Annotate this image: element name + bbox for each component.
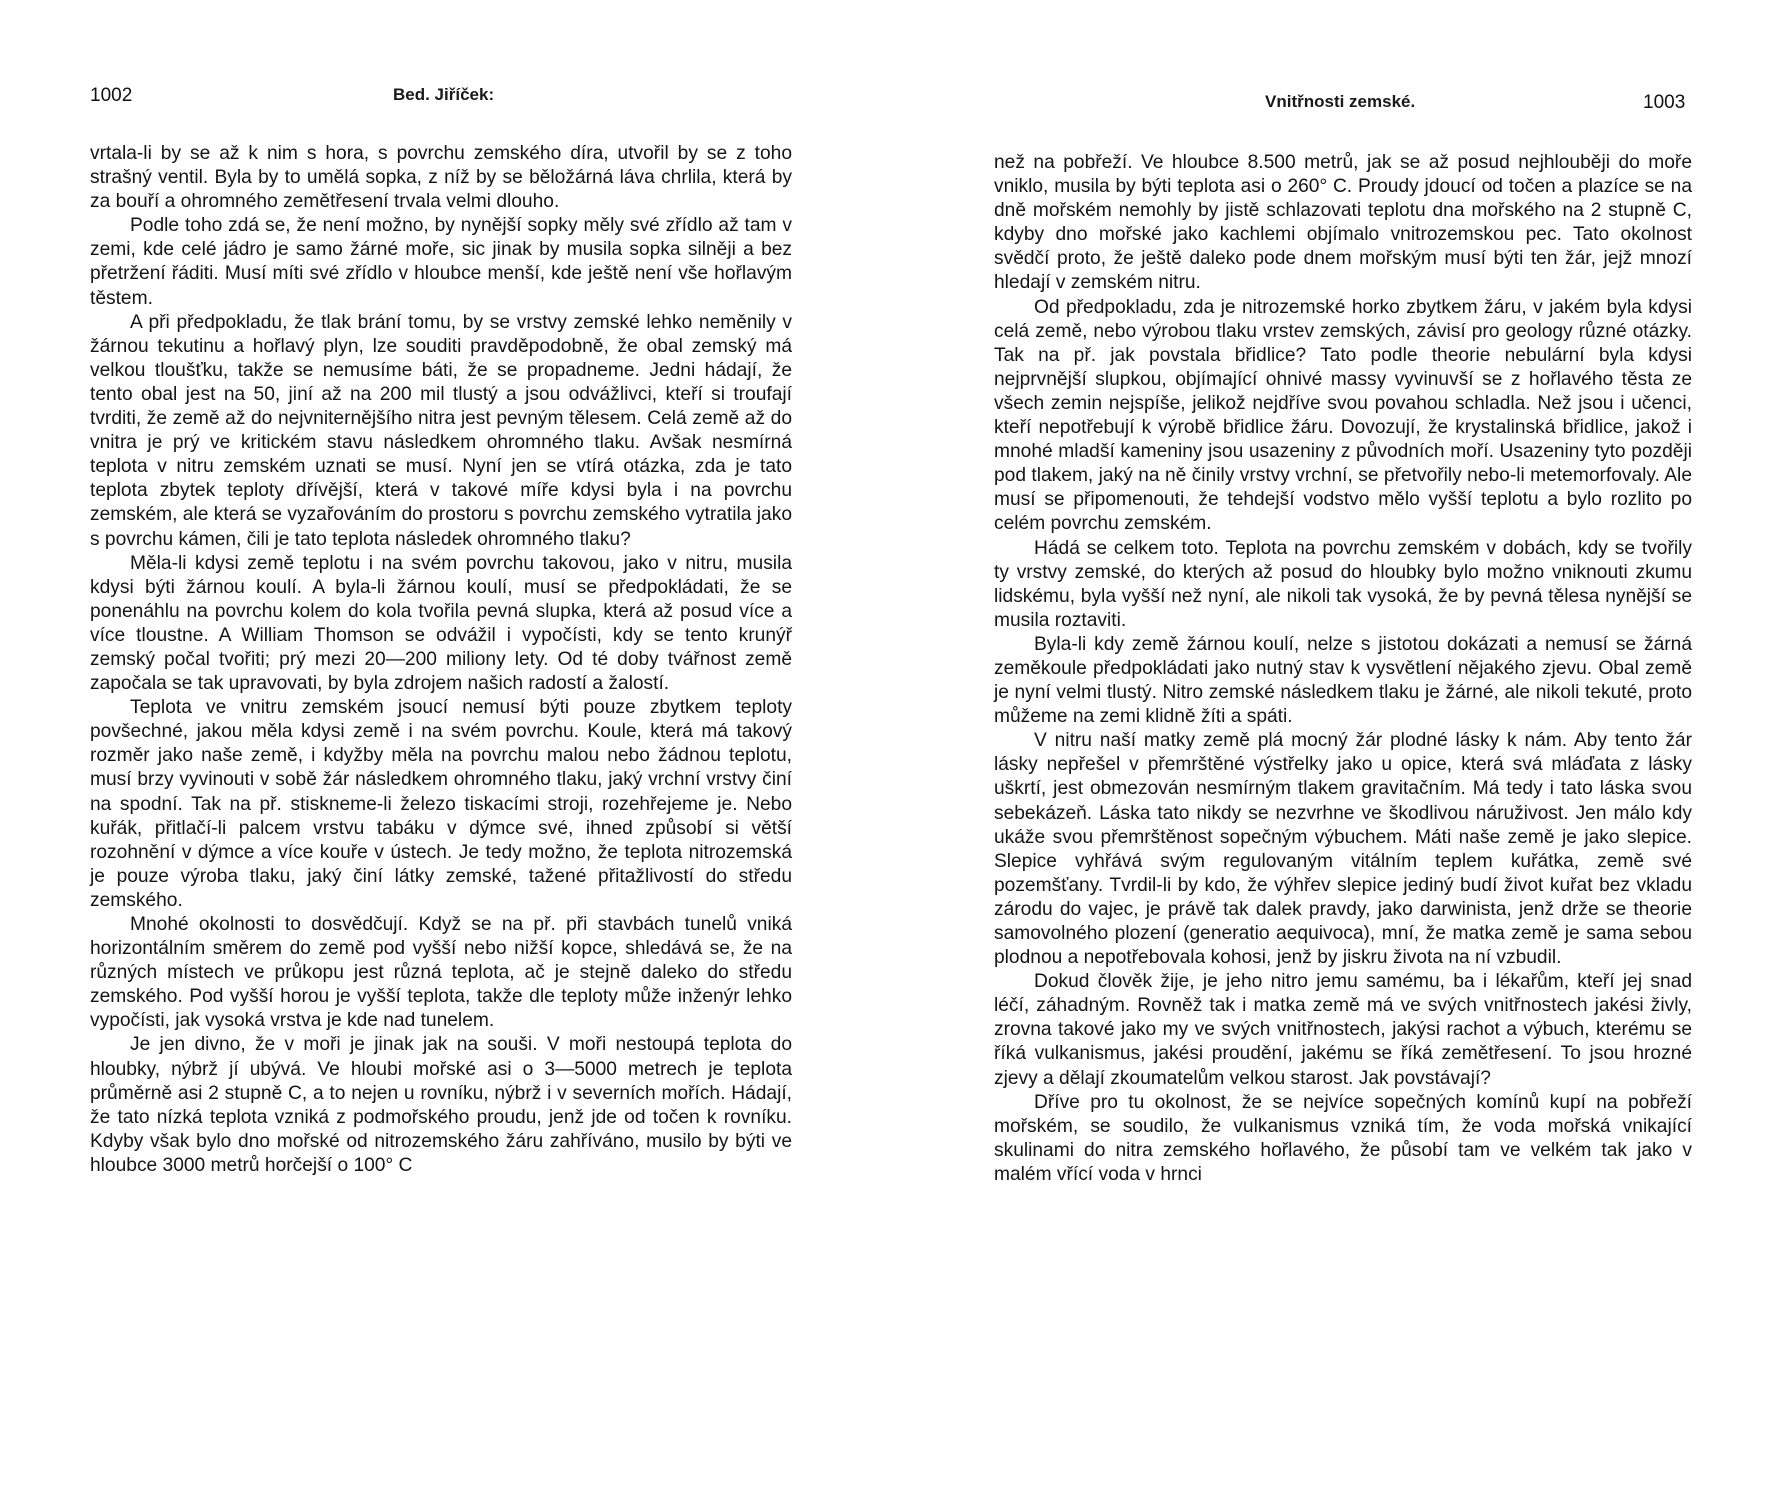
text-column <box>994 151 1692 1187</box>
paragraph: V nitru naší matky země plá mocný žár plodné lásky k nám. Aby tento žár lásky nepřešel v přemrštěné výstřelky jako u opice, která svá mláďata z lásky uškrtí, jest obmezován nesmírným tlakem gravitačním. Má tedy i tato láska svou sebekázeň. Láska tato nikdy se nezvrhne ve škodlivou náruživost. Jen málo kdy ukáže svou přemrštěnost sopečným výbuchem. Máti naše země je jako slepice. Slepice vyhřává svým regulovaným vitálním teplem kuřátka, země své pozemšťany. Tvrdil-li by kdo, že výhřev slepice jediný budí život kuřat bez vkladu zárodu do vajec, je právě tak dalek pravdy, jako darwinista, jenž drže se theorie samovolného plození (generatio aequivoca), mní, že matka země je sama sebou plodnou a nepotřebovala kohosi, jenž by jiskru života na ní vzbudil. <box>994 730 1692 969</box>
page-number: 1003 <box>1643 92 1686 113</box>
paragraph: Měla-li kdysi země teplotu i na svém povrchu takovou, jako v nitru, musila kdysi býti žárnou koulí. A byla-li žárnou koulí, musí se předpokládati, že se ponenáhlu na povrchu kolem do kola tvořila pevná slupka, která až posud více a více tloustne. A William Thomson se odvážil i vypočísti, kdy se tento krunýř zemský počal tvořiti; prý mezi 20—200 miliony lety. Od té doby tvářnost země započala se tak upravovati, by byla zdrojem našich radostí a žalostí. <box>90 552 792 695</box>
paragraph: než na pobřeží. Ve hloubce 8.500 metrů, jak se až posud nejhlouběji do moře vniklo, musila by býti teplota asi o 260° C. Proudy jdoucí od točen a plazíce se na dně mořském nemohly by jistě schlazovati teplotu dna mořského na 2 stupně C, kdyby dno mořské jako kachlemi objímalo vnitrozemskou pec. Tato okolnost svědčí proto, že ještě daleko pode dnem mořským musí býti ten žár, jejž mnozí hledají v zemském nitru. <box>994 152 1692 294</box>
paragraph: A při předpokladu, že tlak brání tomu, by se vrstvy zemské lehko neměnily v žárnou tekutinu a hořlavý plyn, lze souditi pravděpodobně, že obal zemský má velkou tloušťku, takže se nemusíme báti, že se propadneme. Jedni hádají, že tento obal jest na 50, jiní až na 200 mil tlustý a jsou odvážlivci, kteří si troufají tvrditi, že země až do nejvniternějšího nitra jest pevným tělesem. Celá země až do vnitra je prý ve kritickém stavu následkem ohromného tlaku. Avšak nesmírná teplota v nitru zemském uznati se musí. Nyní jen se vtírá otázka, zda je tato teplota zbytek teploty dřívější, která v takové míře kdysi byla i na povrchu zemském, ale která se vyzařováním do prostoru s povrchu zemského vytratila jako s povrchu kámen, čili je tato teplota následek ohromného tlaku? <box>90 311 792 550</box>
page-number: 1002 <box>90 85 133 106</box>
running-head: Bed. Jiříček: <box>393 85 495 104</box>
text-column <box>90 142 792 1178</box>
paragraph: Teplota ve vnitru zemském jsoucí nemusí býti pouze zbytkem teploty povšechné, jakou měla kdysi země i na svém povrchu. Koule, která má takový rozměr jako naše země, i kdyžby měla na povrchu malou nebo žádnou teplotu, musí brzy vyvinouti v sobě žár následkem ohromného tlaku, jaký vrchní vrstvy činí na spodní. Tak na př. stiskneme-li železo tiskacími stroji, rozehřejeme je. Nebo kuřák, přitlačí-li palcem vrstvu tabáku v dýmce své, ihned způsobí si větší rozohnění v dýmce a více kouře v ústech. Je tedy možno, že teplota nitrozemská je pouze výroba tlaku, jaký činí látky zemské, tažené přitažlivostí do středu zemského. <box>90 697 792 911</box>
paragraph: vrtala-li by se až k nim s hora, s povrchu zemského díra, utvořil by se z toho strašný ventil. Byla by to umělá sopka, z níž by se běložárná láva chrlila, která by za bouří a ohromného zemětřesení trvala velmi dlouho. <box>90 143 792 213</box>
paragraph: Je jen divno, že v moři je jinak jak na souši. V moři nestoupá teplota do hloubky, nýbrž jí ubývá. Ve hloubi mořské asi o 3—5000 metrech je teplota průměrně asi 2 stupně C, a to nejen u rovníku, nýbrž i v severních mořích. Hádají, že tato nízká teplota vzniká z podmořského proudu, jenž jde od točen k rovníku. Kdyby však bylo dno mořské od nitrozemského žáru zahříváno, musilo by býti ve hloubce 3000 metrů horčejší o 100° C <box>90 1034 792 1176</box>
paragraph: Mnohé okolnosti to dosvědčují. Když se na př. při stavbách tunelů vniká horizontálním směrem do země pod vyšší nebo nižší kopce, shledává se, že na různých místech ve průkopu jest různá teplota, ač je stejně daleko do středu zemského. Pod vyšší horou je vyšší teplota, takže dle teploty může inženýr lehko vypočísti, jak vysoká vrstva je kde nad tunelem. <box>90 914 792 1032</box>
paragraph: Hádá se celkem toto. Teplota na povrchu zemském v dobách, kdy se tvořily ty vrstvy zemské, do kterých až posud do hloubky bylo možno vniknouti zkumu lidskému, byla vyšší než nyní, ale nikoli tak vysoká, že by pevná tělesa nynější se musila roztaviti. <box>994 537 1692 631</box>
paragraph: Byla-li kdy země žárnou koulí, nelze s jistotou dokázati a nemusí se žárná zeměkoule předpokládati jako nutný stav k vysvětlení nějakého zjevu. Obal země je nyní velmi tlustý. Nitro zemské následkem tlaku je žárné, ale nikoli tekuté, proto můžeme na zemi klidně žíti a spáti. <box>994 633 1692 728</box>
right-page <box>890 0 1780 1501</box>
paragraph: Od předpokladu, zda je nitrozemské horko zbytkem žáru, v jakém byla kdysi celá země, nebo výrobou tlaku vrstev zemských, závisí pro geology různé otázky. Tak na př. jak povstala břidlice? Tato podle theorie nebulární byla kdysi nejprvnější slupkou, objímající ohnivé massy vyvinuvší se z hořlavého těsta ze všech zemin nejspíše, jelikož nejdříve svou povahou schladla. Než jsou i učenci, kteří nepotřebují k výrobě břidlice žáru. Dovozují, že krystalinská břidlice, jakož i mnohé mladší kameniny jsou usazeniny z původních moří. Usazeniny tyto později pod tlakem, jaký na ně činily vrstvy vrchní, se přetvořily nebo-li metemorfovaly. Ale musí se připomenouti, že tehdejší vodstvo mělo vyšší teplotu a bylo rozlito po celém povrchu zemském. <box>994 296 1692 535</box>
running-head: Vnitřnosti zemské. <box>1265 92 1416 111</box>
paragraph: Dříve pro tu okolnost, že se nejvíce sopečných komínů kupí na pobřeží mořském, se soudilo, že vulkanismus vzniká tím, že voda mořská vnikající skulinami do nitra zemského hořlavého, že působí tam ve velkém tak jako v malém vřící voda v hrnci <box>994 1091 1692 1185</box>
paragraph: Dokud člověk žije, je jeho nitro jemu samému, ba i lékařům, kteří jej snad léčí, záhadným. Rovněž tak i matka země má ve svých vnitřnostech jakési živly, zrovna takové jako my ve svých vnitřnostech, jakýsi rachot a výbuch, kterému se říká vulkanismus, jakési proudění, jakému se říká zemětřesení. To jsou hrozné zjevy a dělají zkoumatelům velkou starost. Jak povstávají? <box>994 971 1692 1089</box>
paragraph: Podle toho zdá se, že není možno, by nynější sopky měly své zřídlo až tam v zemi, kde celé jádro je samo žárné moře, sic jinak by musila sopka silněji a bez přetržení řáditi. Musí míti své zřídlo v hloubce menší, kde ještě není vše hořlavým těstem. <box>90 215 792 309</box>
